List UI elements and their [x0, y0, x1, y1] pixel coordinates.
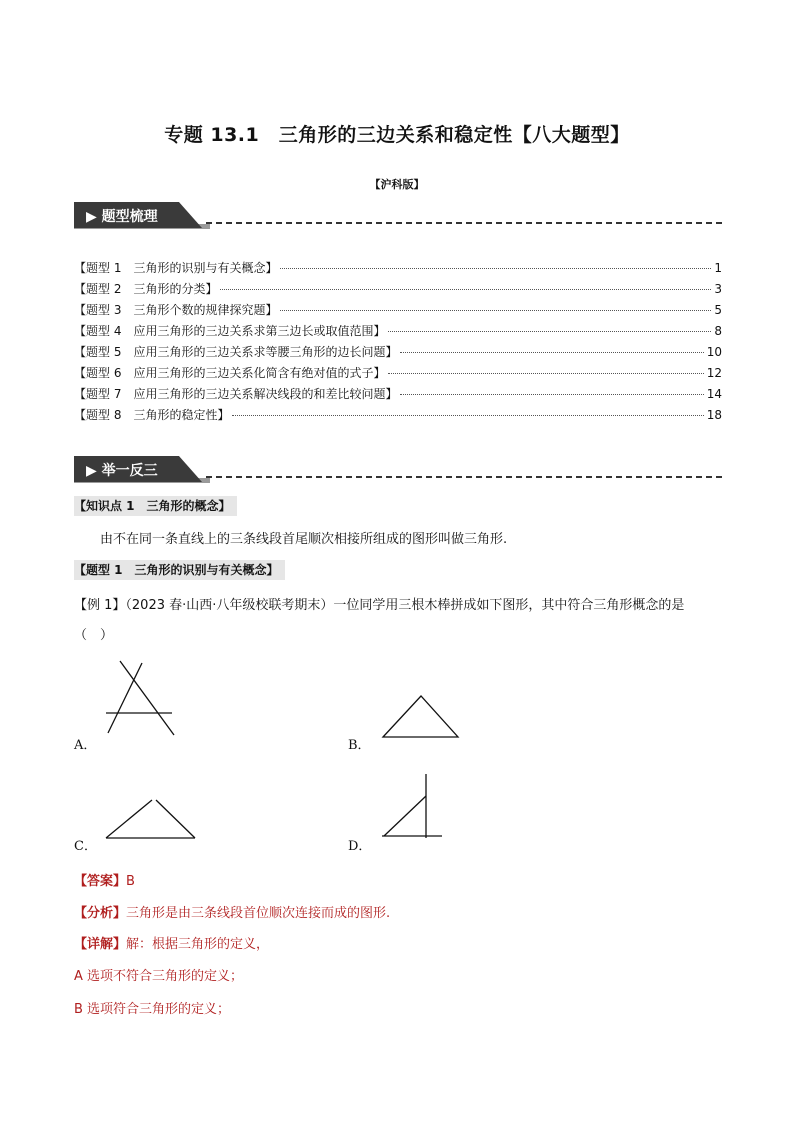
stick-2: [108, 663, 142, 733]
toc-page[interactable]: 12: [706, 366, 722, 380]
toc-item[interactable]: [74, 406, 722, 427]
stick-3: [384, 796, 426, 836]
section-heading-toc: [86, 206, 158, 226]
analysis-line: [74, 902, 390, 921]
toc-leader: [280, 268, 711, 269]
toc-leader: [400, 352, 703, 353]
option-d-label[interactable]: D．: [348, 839, 372, 854]
analysis-text: 三角形是由三条线段首位顺次连接而成的图形.: [126, 906, 391, 921]
section-bar-toc: [74, 202, 722, 230]
toc-label[interactable]: 【题型 4 应用三角形的三边关系求第三边长或取值范围】: [74, 324, 386, 338]
option-d-figure: [378, 770, 446, 842]
toc-leader: [280, 310, 711, 311]
toc-item[interactable]: [74, 322, 722, 343]
toc-label[interactable]: 【题型 8 三角形的稳定性】: [74, 408, 230, 422]
triangle: [383, 696, 458, 737]
toc-label[interactable]: 【题型 2 三角形的分类】: [74, 282, 218, 296]
toc-label[interactable]: 【题型 7 应用三角形的三边关系解决线段的和差比较问题】: [74, 387, 398, 401]
dashed-divider: [206, 476, 722, 478]
toc-page[interactable]: 3: [714, 282, 722, 296]
option-c-label[interactable]: C．: [74, 839, 97, 854]
detail-line-a: A 选项不符合三角形的定义；: [74, 969, 244, 984]
stick-1: [106, 800, 152, 838]
toc-page[interactable]: 1: [714, 261, 722, 275]
analysis-tag: 【分析】: [74, 906, 127, 921]
toc-leader: [400, 394, 703, 395]
detail-line-b: B 选项符合三角形的定义；: [74, 1002, 231, 1017]
table-of-contents: [74, 259, 722, 427]
toc-label[interactable]: 【题型 1 三角形的识别与有关概念】: [74, 261, 278, 275]
knowledge-point-text: 由不在同一条直线上的三条线段首尾顺次相接所组成的图形叫做三角形.: [100, 532, 508, 547]
dashed-divider: [206, 222, 722, 224]
toc-page[interactable]: 5: [714, 303, 722, 317]
section-heading-text: 题型梳理: [101, 209, 158, 225]
question-type-label: 【题型 1 三角形的识别与有关概念】: [74, 560, 285, 580]
answer-line: [74, 870, 135, 889]
section-heading-main: [86, 460, 158, 480]
page-title: 专题 13.1 三角形的三边关系和稳定性【八大题型】: [164, 124, 630, 146]
stick-1: [120, 661, 174, 735]
example-question: 【例 1】（2023 春·山西·八年级校联考期末）一位同学用三根木棒拼成如下图形，其中符合三角形概念的是: [74, 598, 685, 613]
edition-label: 【沪科版】: [369, 178, 425, 191]
toc-label[interactable]: 【题型 6 应用三角形的三边关系化简含有绝对值的式子】: [74, 366, 386, 380]
toc-item[interactable]: [74, 301, 722, 322]
stick-2: [156, 800, 195, 838]
option-b-label[interactable]: B．: [348, 738, 371, 753]
toc-page[interactable]: 8: [714, 324, 722, 338]
toc-item[interactable]: [74, 280, 722, 301]
detail-text: 解：根据三角形的定义，: [126, 937, 270, 952]
play-icon: ▶: [86, 463, 102, 479]
option-a-label[interactable]: A．: [74, 738, 97, 753]
detail-tag: 【详解】: [74, 937, 127, 952]
option-a-figure: [100, 655, 180, 740]
section-bar-main: [74, 456, 722, 484]
play-icon: ▶: [86, 209, 102, 225]
toc-label[interactable]: 【题型 5 应用三角形的三边关系求等腰三角形的边长问题】: [74, 345, 398, 359]
toc-item[interactable]: [74, 385, 722, 406]
toc-page[interactable]: 18: [706, 408, 722, 422]
answer-parentheses: （ ）: [74, 628, 114, 643]
section-heading-text: 举一反三: [101, 463, 158, 479]
toc-leader: [220, 289, 711, 290]
answer-tag: 【答案】: [74, 874, 127, 889]
toc-leader: [388, 331, 711, 332]
option-b-figure: [378, 690, 464, 742]
detail-line: [74, 933, 269, 952]
toc-label[interactable]: 【题型 3 三角形个数的规律探究题】: [74, 303, 278, 317]
answer-value: B: [126, 874, 135, 889]
toc-leader: [388, 373, 703, 374]
toc-page[interactable]: 14: [706, 387, 722, 401]
option-c-figure: [100, 796, 200, 844]
toc-leader: [232, 415, 703, 416]
toc-item[interactable]: [74, 259, 722, 280]
toc-page[interactable]: 10: [706, 345, 722, 359]
toc-item[interactable]: [74, 364, 722, 385]
knowledge-point-label: 【知识点 1 三角形的概念】: [74, 496, 237, 516]
toc-item[interactable]: [74, 343, 722, 364]
